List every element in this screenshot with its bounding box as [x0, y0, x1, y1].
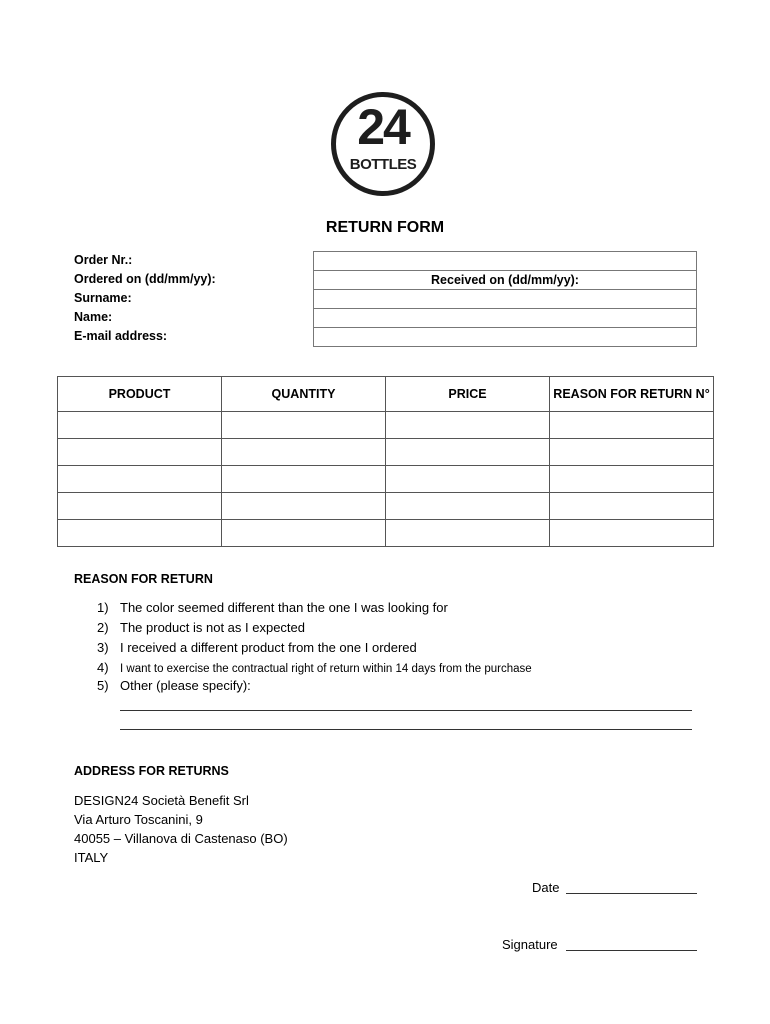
reason-cell[interactable] — [550, 466, 714, 493]
email-label: E-mail address: — [74, 329, 168, 343]
brand-logo — [328, 92, 444, 200]
name-label: Name: — [74, 310, 113, 324]
product-cell[interactable] — [58, 439, 222, 466]
reason-cell[interactable] — [550, 439, 714, 466]
product-cell[interactable] — [58, 412, 222, 439]
address-title: ADDRESS FOR RETURNS — [74, 764, 229, 778]
ordered-on-label: Ordered on (dd/mm/yy): — [74, 272, 216, 286]
product-cell[interactable] — [58, 466, 222, 493]
table-row — [58, 439, 714, 466]
header-product: PRODUCT — [58, 377, 222, 412]
signature-field[interactable] — [566, 950, 697, 951]
header-quantity: QUANTITY — [222, 377, 386, 412]
name-field[interactable] — [314, 309, 697, 328]
email-field[interactable] — [314, 328, 697, 347]
price-cell[interactable] — [386, 493, 550, 520]
form-title: RETURN FORM — [325, 219, 445, 236]
reason-text: I received a different product from the one I ordered — [120, 640, 417, 655]
customer-info-table — [313, 251, 697, 347]
price-cell[interactable] — [386, 439, 550, 466]
list-item — [97, 620, 305, 635]
price-cell[interactable] — [386, 520, 550, 547]
order-nr-field[interactable] — [314, 252, 697, 271]
reason-number: 5) — [97, 678, 109, 693]
quantity-cell[interactable] — [222, 466, 386, 493]
reason-text: The product is not as I expected — [120, 620, 305, 635]
table-row — [58, 520, 714, 547]
reasons-title: REASON FOR RETURN — [74, 572, 213, 586]
table-row — [58, 466, 714, 493]
reason-text: I want to exercise the contractual right of return within 14 days from the purchase — [120, 663, 532, 675]
reason-cell[interactable] — [550, 520, 714, 547]
other-reason-line[interactable] — [120, 710, 692, 711]
order-nr-label: Order Nr.: — [74, 253, 133, 267]
product-cell[interactable] — [58, 493, 222, 520]
header-reason: REASON FOR RETURN N° — [550, 377, 714, 412]
quantity-cell[interactable] — [222, 493, 386, 520]
product-cell[interactable] — [58, 520, 222, 547]
list-item — [97, 678, 251, 693]
table-row — [58, 412, 714, 439]
reason-cell[interactable] — [550, 412, 714, 439]
list-item — [97, 600, 448, 615]
price-cell[interactable] — [386, 466, 550, 493]
reason-number: 4) — [97, 660, 109, 675]
address-line: DESIGN24 Società Benefit Srl — [74, 793, 249, 808]
quantity-cell[interactable] — [222, 520, 386, 547]
address-line: ITALY — [74, 850, 109, 865]
date-label: Date — [532, 880, 560, 895]
reason-cell[interactable] — [550, 493, 714, 520]
address-line: 40055 – Villanova di Castenaso (BO) — [74, 831, 288, 846]
quantity-cell[interactable] — [222, 412, 386, 439]
other-reason-line[interactable] — [120, 729, 692, 730]
product-table — [57, 376, 714, 547]
logo-number: 24 — [357, 99, 409, 155]
reason-number: 2) — [97, 620, 109, 635]
surname-field[interactable] — [314, 290, 697, 309]
signature-label: Signature — [502, 937, 558, 952]
table-row — [58, 493, 714, 520]
price-cell[interactable] — [386, 412, 550, 439]
reason-text: Other (please specify): — [120, 678, 251, 693]
reason-number: 1) — [97, 600, 109, 615]
logo-word: BOTTLES — [349, 156, 417, 173]
header-price: PRICE — [386, 377, 550, 412]
received-on-field[interactable]: Received on (dd/mm/yy): — [314, 271, 697, 290]
list-item — [97, 660, 532, 675]
list-item — [97, 640, 417, 655]
quantity-cell[interactable] — [222, 439, 386, 466]
address-line: Via Arturo Toscanini, 9 — [74, 812, 203, 827]
date-field[interactable] — [566, 893, 697, 894]
surname-label: Surname: — [74, 291, 132, 305]
reason-number: 3) — [97, 640, 109, 655]
reason-text: The color seemed different than the one I was looking for — [120, 600, 448, 615]
